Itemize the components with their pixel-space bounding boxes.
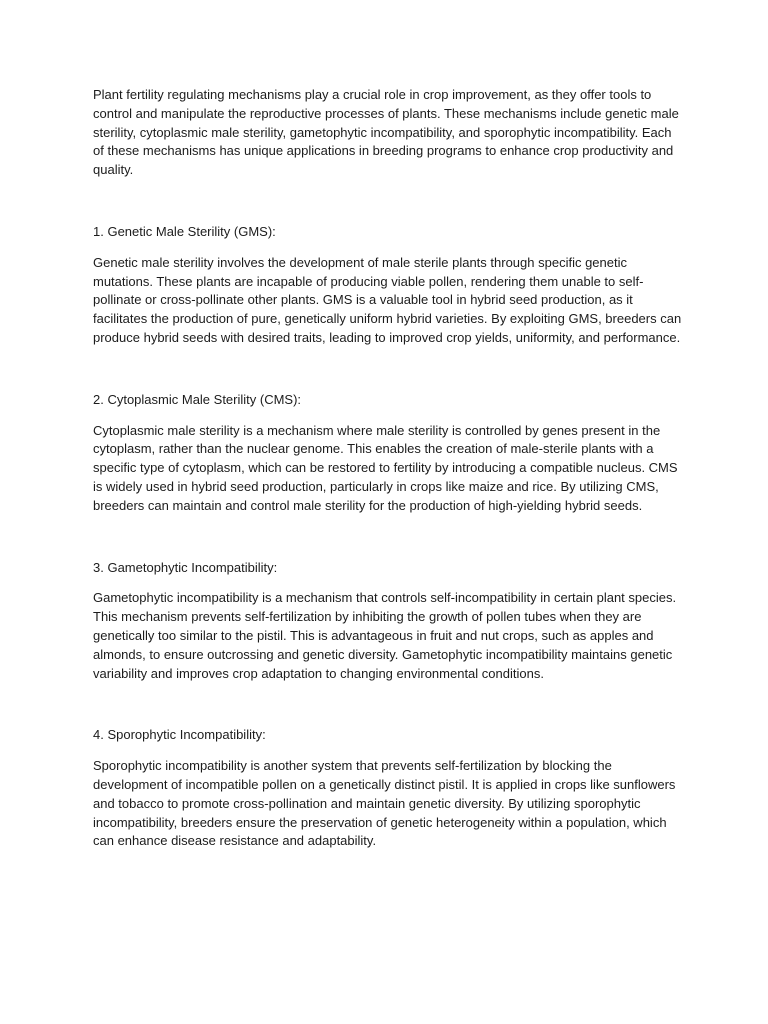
section-heading-sporophytic: 4. Sporophytic Incompatibility: bbox=[93, 727, 266, 743]
section-body-cms: Cytoplasmic male sterility is a mechanism where male sterility is controlled by genes present in the cytoplasm, rather than the nuclear genome. This enables the creation of male-sterile plants with a specific type of cytoplasm, which can be restored to fertility by introducing a compatible nucleus. CMS is widely used in hybrid seed production, particularly in crops like maize and rice. By utilizing CMS, breeders can maintain and control male sterility for the production of high-yielding hybrid seeds. bbox=[93, 422, 678, 513]
section-body-gametophytic: Gametophytic incompatibility is a mechanism that controls self-incompatibility in certain plant species. This mechanism prevents self-fertilization by inhibiting the growth of pollen tubes when they are genetically too similar to the pistil. This is advantageous in fruit and nut crops, such as apples and almonds, to ensure outcrossing and genetic diversity. Gametophytic incompatibility maintains genetic variability and improves crop adaptation to changing environmental conditions. bbox=[93, 590, 677, 681]
document-content bbox=[93, 86, 683, 894]
section-body-sporophytic: Sporophytic incompatibility is another system that prevents self-fertilization by blocking the development of incompatible pollen on a genetically distinct pistil. It is applied in crops like sunflowers and tobacco to promote cross-pollination and maintain genetic diversity. By utilizing sporophytic incompatibility, breeders ensure the preservation of genetic heterogeneity within a population, which can enhance disease resistance and adaptability. bbox=[93, 758, 676, 849]
intro-paragraph: Plant fertility regulating mechanisms play a crucial role in crop improvement, as they offer tools to control and manipulate the reproductive processes of plants. These mechanisms include genetic male sterility, cytoplasmic male sterility, gametophytic incompatibility, and sporophytic incompatibility. Each of these mechanisms has unique applications in breeding programs to enhance crop productivity and quality. bbox=[93, 87, 679, 178]
section-body-gms: Genetic male sterility involves the development of male sterile plants through specific genetic mutations. These plants are incapable of producing viable pollen, rendering them unable to self-pollinate or cross-pollinate other plants. GMS is a valuable tool in hybrid seed production, as it facilitates the production of pure, genetically uniform hybrid varieties. By exploiting GMS, breeders can produce hybrid seeds with desired traits, leading to improved crop yields, uniformity, and performance. bbox=[93, 254, 682, 345]
section-heading-gms: 1. Genetic Male Sterility (GMS): bbox=[93, 223, 276, 239]
section-heading-gametophytic: 3. Gametophytic Incompatibility: bbox=[93, 559, 278, 575]
section-heading-cms: 2. Cytoplasmic Male Sterility (CMS): bbox=[93, 391, 302, 407]
